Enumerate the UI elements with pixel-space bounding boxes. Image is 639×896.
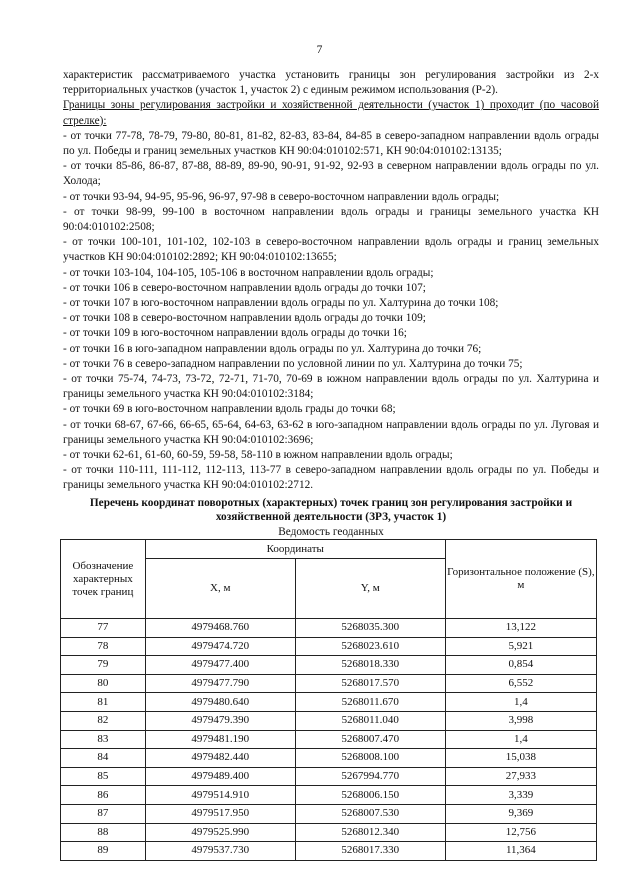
table-row [61,656,597,675]
cell-point: 82 [61,711,146,730]
cell-y: 5267994.770 [295,767,445,786]
cell-y: 5268023.610 [295,637,445,656]
table-row [61,786,597,805]
boundary-item: - от точки 69 в юго-восточном направлении вдоль грады до точки 68; [63,403,396,416]
cell-distance: 9,369 [445,804,596,823]
cell-distance: 3,998 [445,711,596,730]
cell-point: 86 [61,786,146,805]
table-caption: Ведомость геоданных [278,525,384,538]
cell-x: 4979479.390 [145,711,295,730]
cell-y: 5268007.470 [295,730,445,749]
cell-distance: 13,122 [445,619,596,638]
boundary-item: - от точки 68-67, 67-66, 66-65, 65-64, 64-63, 63-62 в юго-западном направлении вдоль ограды по ул. Луговая и границы земельного участка КН 90:04:010102:3696; [63,418,599,446]
boundary-item: - от точки 108 в северо-восточном направлении вдоль ограды до точки 109; [63,312,426,325]
boundary-item: - от точки 76 в северо-западном направлении по условной линии по ул. Халтурина до точки 75; [63,357,523,370]
cell-x: 4979517.950 [145,804,295,823]
cell-distance: 15,038 [445,749,596,768]
header-coordinates: Координаты [145,540,445,559]
geodata-rows [61,619,597,861]
cell-point: 80 [61,674,146,693]
table-row [61,693,597,712]
cell-distance: 1,4 [445,693,596,712]
table-row [61,749,597,768]
header-point: Обозначение характерных точек границ [61,540,146,619]
cell-y: 5268008.100 [295,749,445,768]
table-title: Перечень координат поворотных (характерных) точек границ зон регулирования застройки и хозяйственной деятельности (ЗРЗ, участок 1) [89,496,573,524]
boundary-item: - от точки 110-111, 111-112, 112-113, 113-77 в северо-западном направлении вдоль ограды по ул. Победы и границы земельного участка КН 90:04:010102:2712. [63,464,599,492]
cell-point: 88 [61,823,146,842]
cell-x: 4979525.990 [145,823,295,842]
cell-x: 4979481.190 [145,730,295,749]
table-row [61,619,597,638]
cell-y: 5268006.150 [295,786,445,805]
table-row [61,637,597,656]
cell-y: 5268012.340 [295,823,445,842]
cell-y: 5268035.300 [295,619,445,638]
intro-paragraph: характеристик рассматриваемого участка установить границы зон регулирования застройки из 2-х территориальных участков (участок 1, участок 2) с единым режимом использования (Р-2). [63,69,599,97]
boundary-list [63,129,599,494]
cell-x: 4979482.440 [145,749,295,768]
boundary-item: - от точки 85-86, 86-87, 87-88, 88-89, 89-90, 90-91, 91-92, 92-93 в северном направлении вдоль ограды по ул. Холода; [63,160,599,188]
cell-point: 83 [61,730,146,749]
cell-x: 4979480.640 [145,693,295,712]
table-row [61,730,597,749]
geodata-table [60,539,597,861]
table-row [61,674,597,693]
cell-distance: 5,921 [445,637,596,656]
cell-x: 4979537.730 [145,842,295,861]
boundary-item: - от точки 106 в северо-восточном направлении вдоль ограды до точки 107; [63,281,426,294]
table-row [61,804,597,823]
table-row [61,767,597,786]
cell-distance: 3,339 [445,786,596,805]
boundary-heading: Границы зоны регулирования застройки и хозяйственной деятельности (участок 1) проходит (по часовой стрелке): [63,99,599,127]
cell-distance: 12,756 [445,823,596,842]
cell-y: 5268017.330 [295,842,445,861]
header-x: X, м [145,559,295,619]
boundary-item: - от точки 98-99, 99-100 в восточном направлении вдоль ограды и границы земельного участка КН 90:04:010102:2508; [63,205,599,234]
document-body [63,68,599,539]
cell-x: 4979468.760 [145,619,295,638]
cell-y: 5268011.670 [295,693,445,712]
cell-x: 4979477.790 [145,674,295,693]
header-distance: Горизонтальное положение (S), м [445,540,596,619]
table-row [61,823,597,842]
boundary-item: - от точки 93-94, 94-95, 95-96, 96-97, 97-98 в северо-восточном направлении вдоль ограды; [63,190,500,203]
boundary-item: - от точки 75-74, 74-73, 73-72, 72-71, 71-70, 70-69 в южном направлении вдоль ограды по ул. Халтурина и границы земельного участка КН 90:04:010102:3184; [63,373,599,401]
page-number: 7 [316,44,323,56]
cell-x: 4979489.400 [145,767,295,786]
cell-point: 84 [61,749,146,768]
cell-y: 5268011.040 [295,711,445,730]
cell-point: 89 [61,842,146,861]
cell-x: 4979477.400 [145,656,295,675]
boundary-item: - от точки 103-104, 104-105, 105-106 в восточном направлении вдоль ограды; [63,266,434,279]
cell-point: 77 [61,619,146,638]
cell-point: 78 [61,637,146,656]
header-y: Y, м [295,559,445,619]
cell-distance: 1,4 [445,730,596,749]
cell-y: 5268018.330 [295,656,445,675]
cell-point: 81 [61,693,146,712]
boundary-item: - от точки 77-78, 78-79, 79-80, 80-81, 81-82, 82-83, 83-84, 84-85 в северо-западном направлении вдоль ограды по ул. Победы и границ земельных участков КН 90:04:010102:571, КН 90:04:010102:13135; [63,129,599,158]
cell-point: 79 [61,656,146,675]
cell-distance: 6,552 [445,674,596,693]
boundary-item: - от точки 62-61, 61-60, 60-59, 59-58, 58-110 в южном направлении вдоль ограды; [63,449,453,462]
cell-distance: 0,854 [445,656,596,675]
cell-x: 4979514.910 [145,786,295,805]
table-row [61,711,597,730]
cell-x: 4979474.720 [145,637,295,656]
table-row [61,842,597,861]
boundary-item: - от точки 16 в юго-западном направлении вдоль ограды по ул. Халтурина до точки 76; [63,342,482,355]
cell-y: 5268017.570 [295,674,445,693]
cell-distance: 27,933 [445,767,596,786]
cell-point: 87 [61,804,146,823]
cell-distance: 11,364 [445,842,596,861]
cell-point: 85 [61,767,146,786]
boundary-item: - от точки 107 в юго-восточном направлении вдоль ограды по ул. Халтурина до точки 108; [63,297,499,310]
cell-y: 5268007.530 [295,804,445,823]
boundary-item: - от точки 109 в юго-восточном направлении вдоль ограды до точки 16; [63,327,407,340]
boundary-item: - от точки 100-101, 101-102, 102-103 в северо-восточном направлении вдоль ограды и границ земельных участков КН 90:04:010102:2892; КН 90:04:010102:13655; [63,236,599,264]
